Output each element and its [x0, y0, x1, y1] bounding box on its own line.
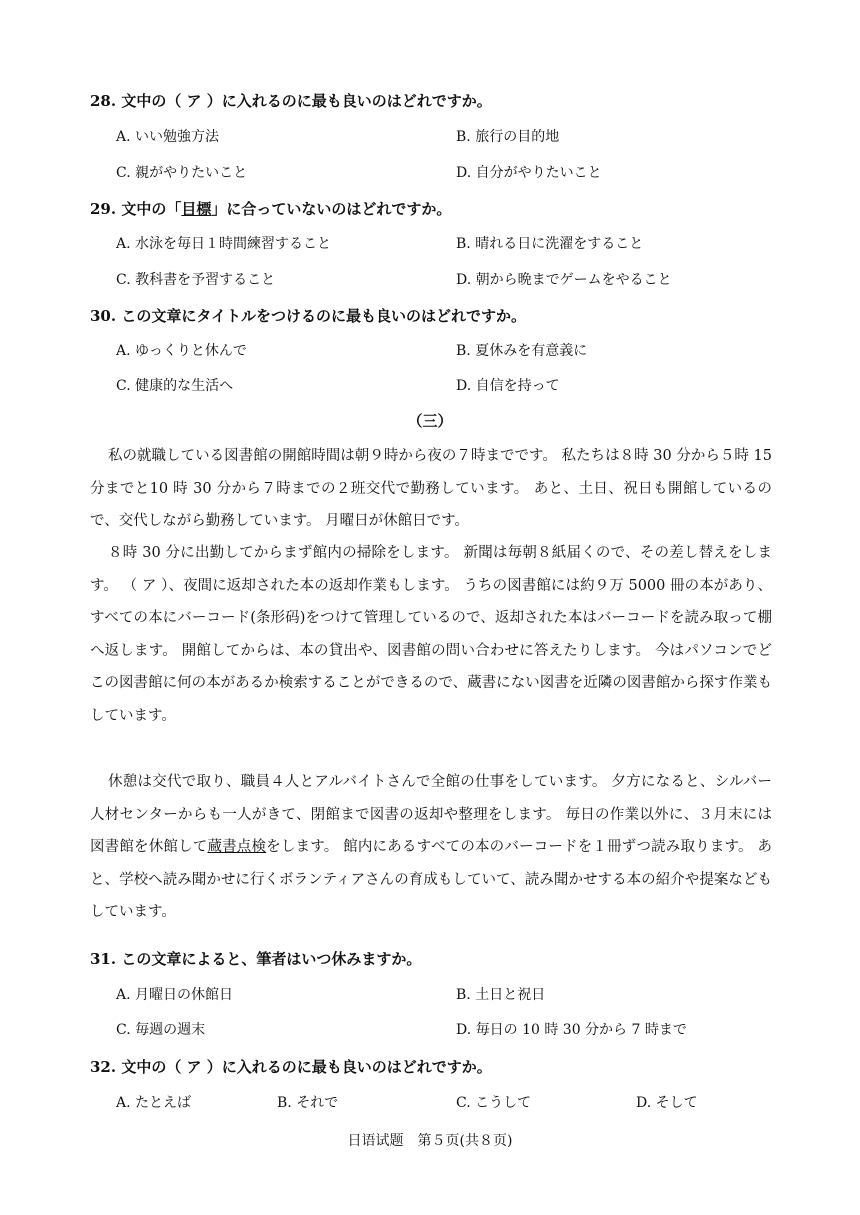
q29-option-a: A. 水泳を毎日１時間練習すること — [116, 236, 332, 252]
q28-option-a: A. いい勉強方法 — [116, 129, 220, 145]
q31-option-d: D. 毎日の 10 時 30 分から 7 時まで — [456, 1022, 687, 1038]
q30-option-d: D. 自信を持って — [456, 378, 560, 394]
q29-option-c: C. 教科書を予習すること — [116, 272, 276, 288]
question-29-underlined-term: 目標 — [181, 200, 212, 218]
q30-option-a: A. ゆっくりと休んで — [116, 343, 247, 359]
q29-option-d: D. 朝から晩までゲームをやること — [456, 272, 672, 288]
q32-option-a: A. たとえば — [116, 1095, 192, 1111]
q32-option-b: B. それで — [277, 1095, 339, 1111]
q31-option-c: C. 毎週の週末 — [116, 1022, 206, 1038]
q31-option-a: A. 月曜日の休館日 — [116, 987, 234, 1003]
q30-option-b: B. 夏休みを有意義に — [456, 343, 588, 359]
section-title: （三） — [407, 412, 453, 430]
passage-paragraph-2 — [90, 537, 772, 732]
passage-paragraph-3 — [90, 766, 772, 929]
question-29 — [90, 198, 451, 219]
question-29-suffix: 」に合っていないのはどれですか。 — [211, 200, 452, 218]
q31-option-b: B. 土日と祝日 — [456, 987, 546, 1003]
q32-option-d: D. そして — [636, 1095, 698, 1111]
passage-paragraph-3-text-b: をします。 館内にあるすべての本のバーコードを１冊ずつ読み取ります。 あと、学校へ読み聞かせに行くボランティアさんの育成もしていて、読み聞かせする本の紹介や提案などもしています。 — [90, 839, 773, 920]
q28-option-d: D. 自分がやりたいこと — [456, 165, 602, 181]
question-30: 30. この文章にタイトルをつけるのに最も良いのはどれですか。 — [90, 307, 527, 325]
q28-option-b: B. 旅行の目的地 — [456, 129, 560, 145]
q30-option-c: C. 健康的な生活へ — [116, 378, 234, 394]
passage-paragraph-3-text-a: 休憩は交代で取り、職員４人とアルバイトさんで全館の仕事をしています。 夕方になると、シルバー人材センターからも一人がきて、閉館まで図書の返却や整理をします。 毎日の作業以外に、３月末には図書館を休館して — [90, 774, 772, 855]
question-31: 31. この文章によると、筆者はいつ休みますか。 — [90, 950, 422, 968]
page-footer: 日语试题 第５页(共８页) — [347, 1133, 513, 1149]
q28-option-c: C. 親がやりたいこと — [116, 165, 248, 181]
underlined-term-zousho-tenken: 蔵書点検 — [207, 839, 267, 855]
passage-paragraph-1-text: 私の就職している図書館の開館時間は朝９時から夜の７時までです。 私たちは８時 30 分から５時 15 分までと10 時 30 分から７時までの２班交代で勤務しています。 あと、土日、祝日も開館しているので、交代しながら勤務しています。 月曜日が休館日です。 — [90, 448, 772, 529]
q32-option-c: C. こうして — [456, 1095, 532, 1111]
question-29-prefix: 29. 文中の「 — [90, 200, 182, 218]
q29-option-b: B. 晴れる日に洗濯をすること — [456, 236, 644, 252]
passage-paragraph-1 — [90, 440, 772, 538]
passage-paragraph-2-text: ８時 30 分に出勤してからまず館内の掃除をします。 新聞は毎朝８紙届くので、その差し替えをします。 （ ア ）、夜間に返却された本の返却作業もします。 うちの図書館には約９万 5000 冊の本があり、すべての本にバーコード(条形码)をつけて管理しているので、返却された本はバーコードを読み取って棚へ返します。 開館してからは、本の貸出や、図書館の問い合わせに答えたりします。 今はパソコンでどこの図書館に何の本があるか検索することができるので、蔵書にない図書を近隣の図書館から探す作業もしています。 — [90, 545, 772, 724]
question-28: 28. 文中の（ ア ）に入れるのに最も良いのはどれですか。 — [90, 92, 492, 110]
question-32: 32. 文中の（ ア ）に入れるのに最も良いのはどれですか。 — [90, 1058, 492, 1076]
